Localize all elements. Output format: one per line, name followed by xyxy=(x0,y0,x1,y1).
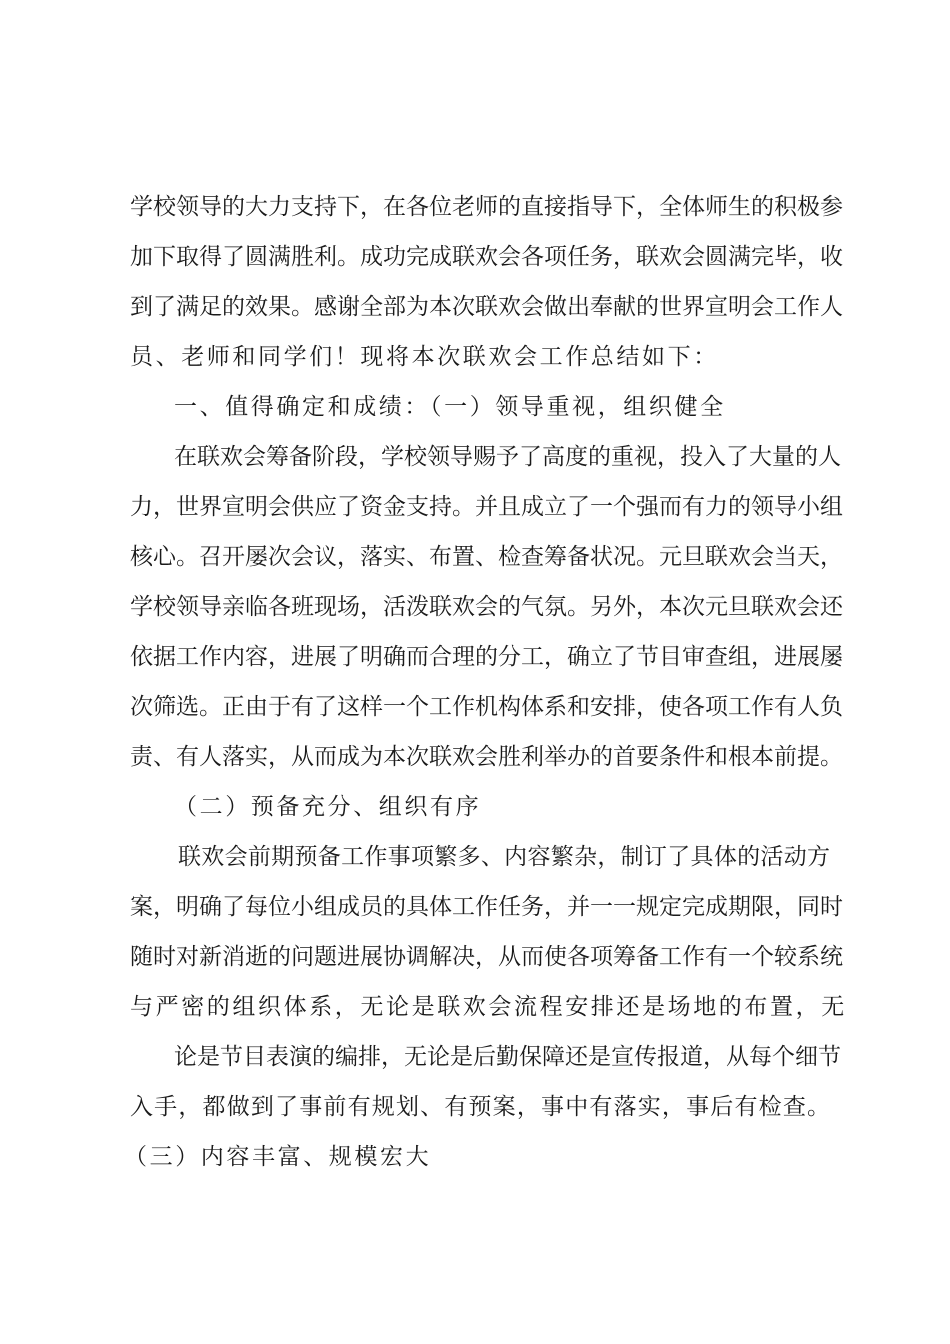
paragraph-line: 责、有人落实，从而成为本次联欢会胜利举办的首要条件和根本前提。 xyxy=(130,744,843,770)
paragraph-line: 核心。召开屡次会议，落实、布置、检查筹备状况。元旦联欢会当天， xyxy=(130,544,843,570)
paragraph-line: 联欢会前期预备工作事项繁多、内容繁杂，制订了具体的活动方 xyxy=(178,844,830,870)
paragraph-line: 案，明确了每位小组成员的具体工作任务，并一一规定完成期限，同时 xyxy=(130,894,843,920)
paragraph-line: 与严密的组织体系，无论是联欢会流程安排还是场地的布置，无 xyxy=(130,994,847,1020)
paragraph-line: 到了满足的效果。感谢全部为本次联欢会做出奉献的世界宣明会工作人 xyxy=(130,294,843,320)
paragraph-line: 加下取得了圆满胜利。成功完成联欢会各项任务，联欢会圆满完毕，收 xyxy=(130,244,843,270)
paragraph-line: 学校领导亲临各班现场，活泼联欢会的气氛。另外，本次元旦联欢会还 xyxy=(130,594,843,620)
paragraph-line: 论是节目表演的编排，无论是后勤保障还是宣传报道，从每个细节 xyxy=(174,1044,841,1070)
paragraph-line: 随时对新消逝的问题进展协调解决，从而使各项筹备工作有一个较系统 xyxy=(130,944,843,970)
section-heading: 一、值得确定和成绩：（一）领导重视，组织健全 xyxy=(174,394,726,420)
section-heading: （三）内容丰富、规模宏大 xyxy=(124,1144,432,1170)
paragraph-line: 次筛选。正由于有了这样一个工作机构体系和安排，使各项工作有人负 xyxy=(130,694,843,720)
section-heading: （二）预备充分、组织有序 xyxy=(174,794,482,820)
paragraph-line: 力，世界宣明会供应了资金支持。并且成立了一个强而有力的领导小组 xyxy=(130,494,843,520)
paragraph-line: 入手，都做到了事前有规划、有预案，事中有落实，事后有检查。 xyxy=(130,1094,830,1120)
paragraph-line: 在联欢会筹备阶段，学校领导赐予了高度的重视，投入了大量的人 xyxy=(174,444,841,470)
paragraph-line: 学校领导的大力支持下，在各位老师的直接指导下，全体师生的积极参 xyxy=(130,194,843,220)
paragraph-line: 依据工作内容，进展了明确而合理的分工，确立了节目审查组，进展屡 xyxy=(130,644,843,670)
paragraph-line: 员、老师和同学们！现将本次联欢会工作总结如下： xyxy=(130,344,719,370)
